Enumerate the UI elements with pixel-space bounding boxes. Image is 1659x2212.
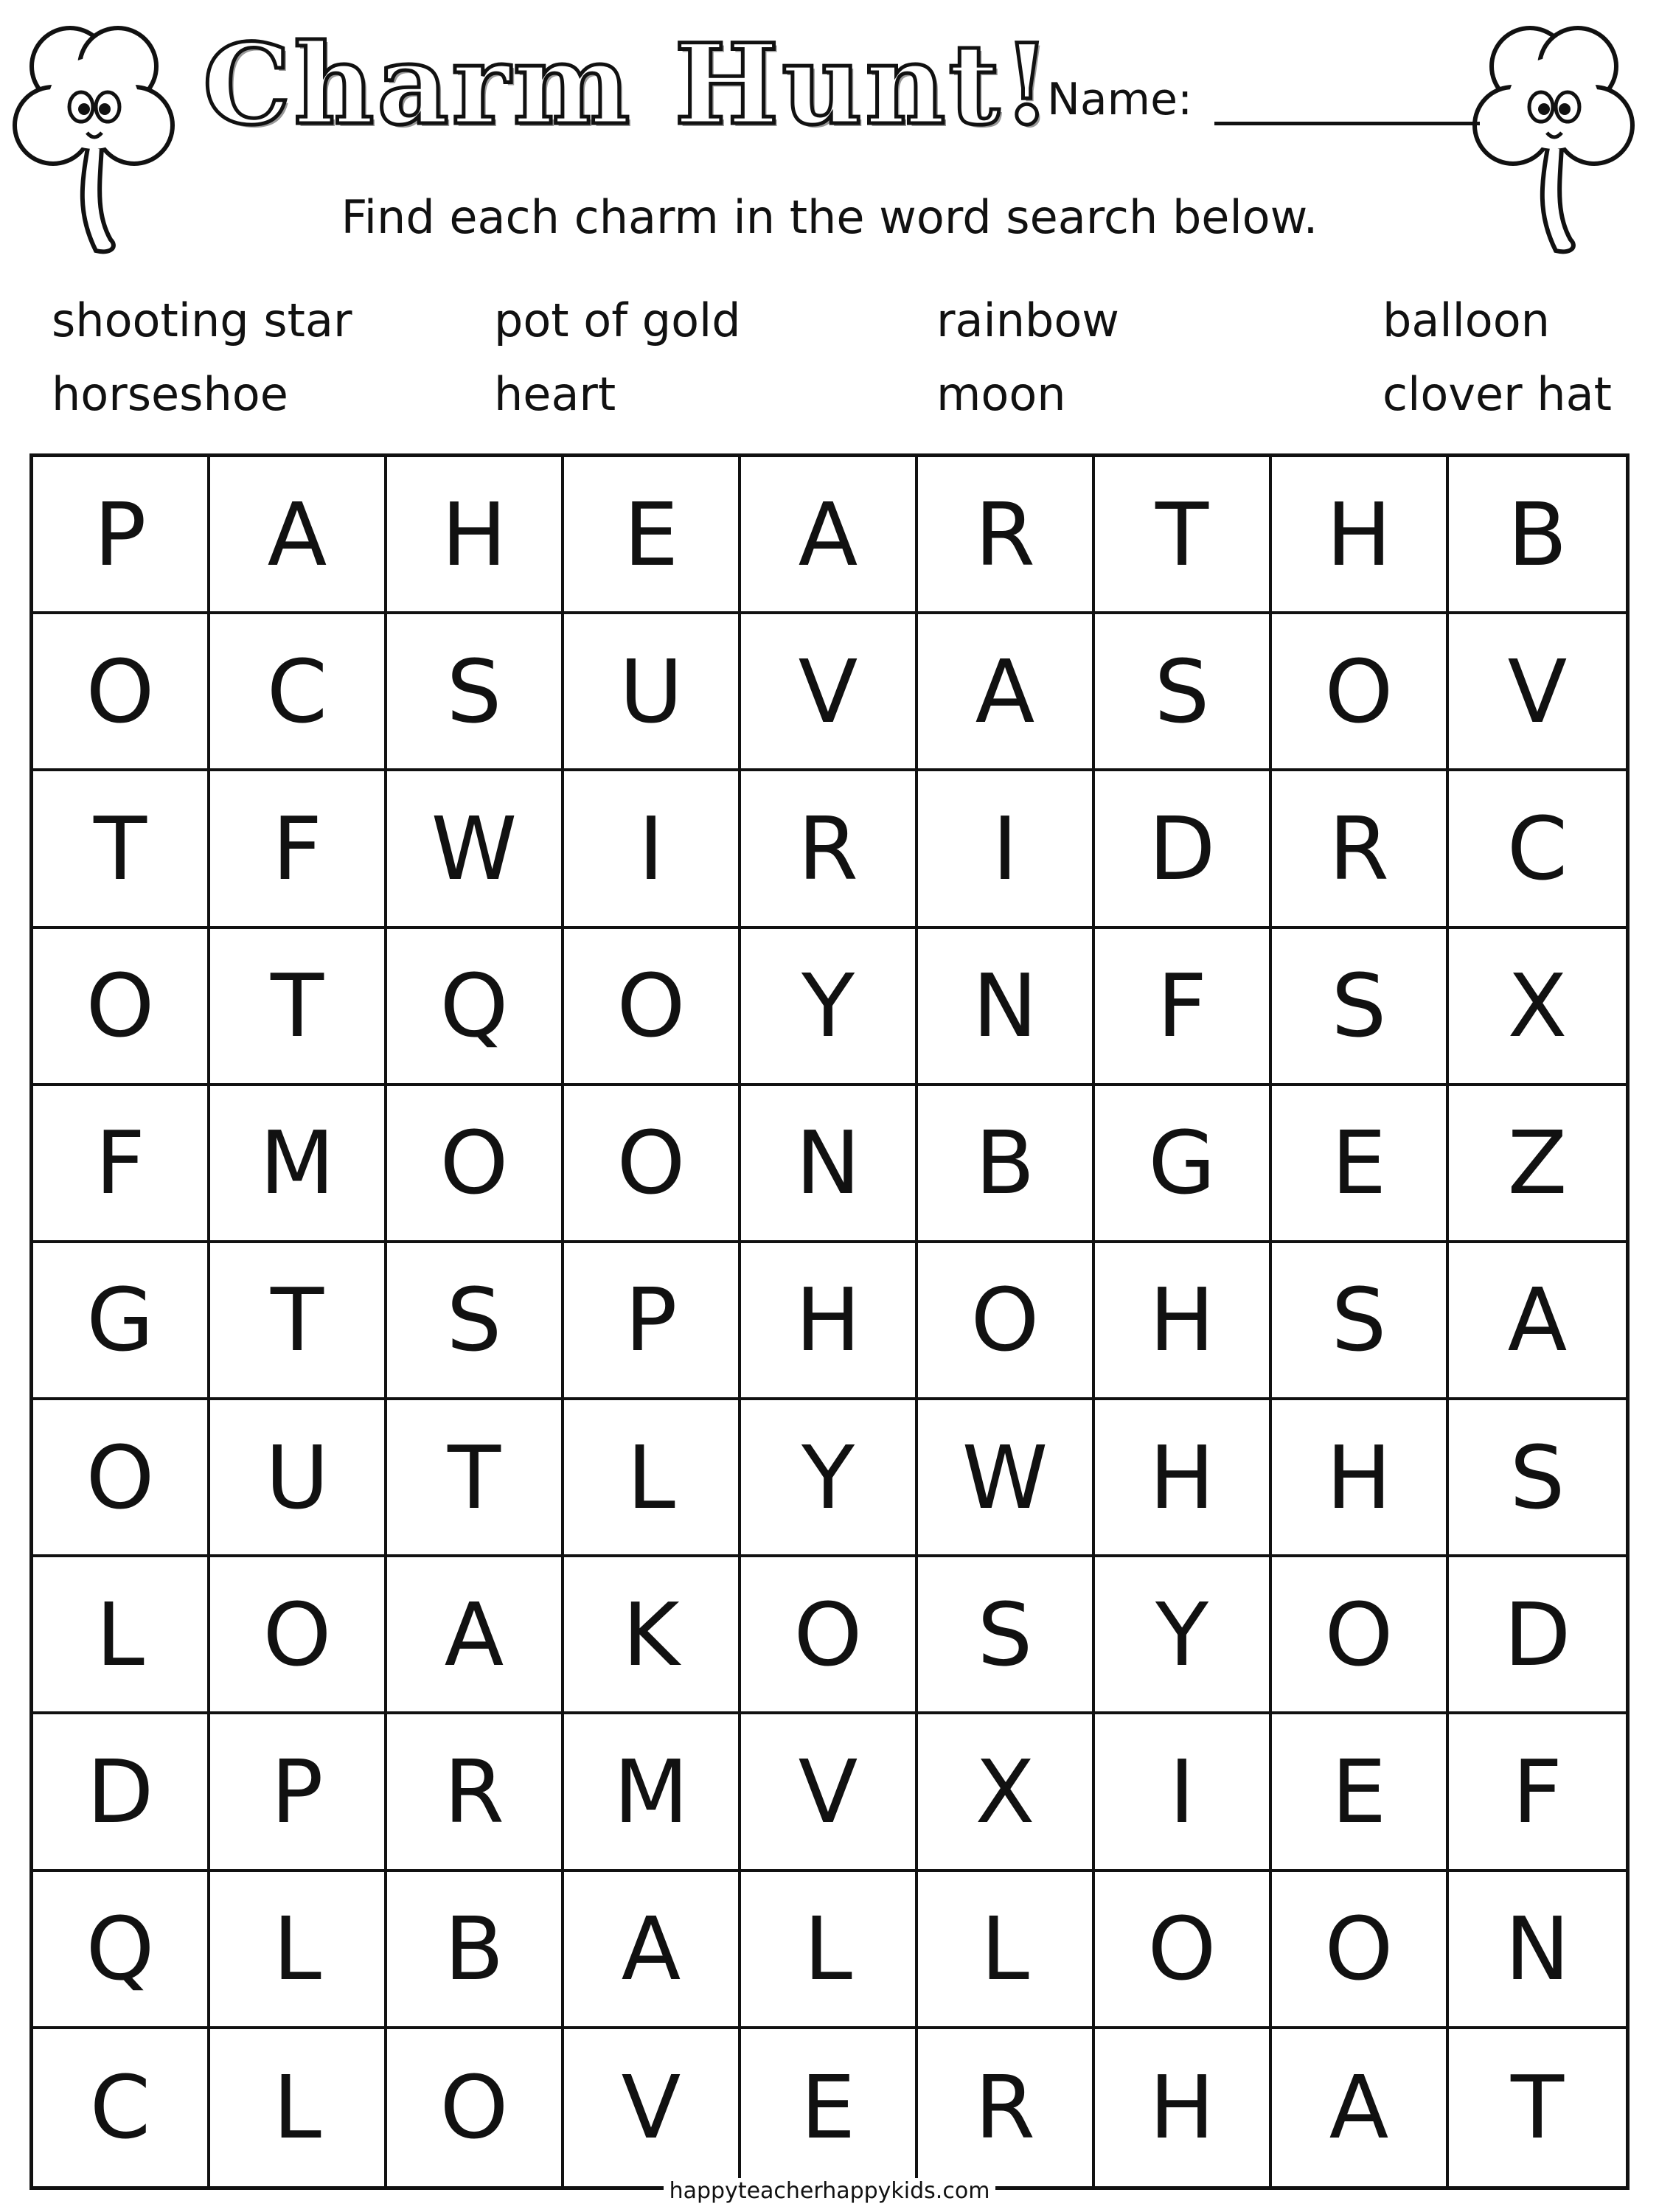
grid-cell[interactable]: M	[210, 1086, 387, 1243]
grid-cell[interactable]: O	[741, 1557, 918, 1714]
grid-cell[interactable]: O	[387, 1086, 564, 1243]
word-list-item: balloon	[1382, 293, 1550, 347]
grid-cell[interactable]: I	[918, 771, 1095, 928]
grid-cell[interactable]: V	[1449, 614, 1626, 771]
word-list-item: rainbow	[936, 293, 1119, 347]
grid-cell[interactable]: L	[210, 2029, 387, 2186]
grid-cell[interactable]: I	[1095, 1714, 1272, 1871]
grid-cell[interactable]: R	[741, 771, 918, 928]
grid-cell[interactable]: T	[387, 1400, 564, 1557]
grid-cell[interactable]: O	[564, 929, 741, 1086]
grid-cell[interactable]: O	[210, 1557, 387, 1714]
grid-cell[interactable]: T	[1510, 2056, 1565, 2159]
grid-cell[interactable]: L	[210, 1872, 387, 2029]
grid-cell[interactable]: Y	[741, 929, 918, 1086]
name-blank-line[interactable]	[1214, 77, 1480, 125]
grid-cell[interactable]: L	[564, 1400, 741, 1557]
grid-cell[interactable]: V	[741, 1714, 918, 1871]
grid-cell[interactable]: B	[1449, 457, 1626, 614]
grid-cell[interactable]: F	[1095, 929, 1272, 1086]
grid-cell[interactable]: H	[741, 1243, 918, 1400]
grid-cell[interactable]: P	[210, 1714, 387, 1871]
grid-cell[interactable]: O	[33, 614, 210, 771]
grid-cell[interactable]: U	[210, 1400, 387, 1557]
footer-credit	[0, 2177, 1659, 2206]
grid-cell[interactable]: T	[210, 1243, 387, 1400]
grid-cell[interactable]: A	[1449, 1243, 1626, 1400]
grid-cell[interactable]: C	[33, 2029, 210, 2186]
grid-cell[interactable]: U	[564, 614, 741, 771]
grid-cell[interactable]: Y	[741, 1400, 918, 1557]
grid-cell[interactable]: O	[1095, 1872, 1272, 2029]
grid-cell[interactable]: F	[1449, 1714, 1626, 1871]
grid-cell[interactable]: S	[1449, 1400, 1626, 1557]
grid-cell[interactable]: G	[1095, 1086, 1272, 1243]
grid-cell[interactable]: D	[1449, 1557, 1626, 1714]
grid-cell[interactable]: R	[918, 2029, 1095, 2186]
grid-cell[interactable]: S	[918, 1557, 1095, 1714]
grid-cell[interactable]: A	[1272, 2029, 1449, 2186]
grid-cell[interactable]: P	[564, 1243, 741, 1400]
grid-cell[interactable]: G	[33, 1243, 210, 1400]
grid-cell[interactable]: H	[387, 457, 564, 614]
grid-cell[interactable]: B	[918, 1086, 1095, 1243]
word-list-item: moon	[936, 367, 1066, 421]
grid-cell[interactable]: X	[918, 1714, 1095, 1871]
grid-cell[interactable]: V	[741, 614, 918, 771]
grid-cell[interactable]: O	[918, 1243, 1095, 1400]
grid-cell[interactable]: H	[1095, 2029, 1272, 2186]
grid-cell[interactable]: E	[1272, 1714, 1449, 1871]
grid-cell[interactable]: A	[387, 1557, 564, 1714]
grid-cell[interactable]: T	[33, 771, 210, 928]
grid-cell[interactable]: H	[1272, 1400, 1449, 1557]
grid-cell[interactable]: N	[1449, 1872, 1626, 2029]
grid-cell[interactable]: D	[33, 1714, 210, 1871]
grid-cell[interactable]: L	[33, 1557, 210, 1714]
grid-cell[interactable]: E	[564, 457, 741, 614]
grid-cell[interactable]: Q	[33, 1872, 210, 2029]
grid-cell[interactable]: O	[564, 1086, 741, 1243]
grid-cell[interactable]: F	[210, 771, 387, 928]
name-field[interactable]	[1047, 74, 1480, 125]
grid-cell[interactable]: H	[1095, 1243, 1272, 1400]
grid-cell[interactable]: T	[210, 929, 387, 1086]
grid-cell[interactable]: D	[1095, 771, 1272, 928]
grid-cell[interactable]: N	[918, 929, 1095, 1086]
grid-cell[interactable]: H	[1272, 457, 1449, 614]
grid-cell[interactable]: E	[1272, 1086, 1449, 1243]
grid-cell[interactable]: S	[1272, 929, 1449, 1086]
grid-cell[interactable]: R	[918, 457, 1095, 614]
grid-cell[interactable]: A	[918, 614, 1095, 771]
grid-cell[interactable]: O	[1272, 1872, 1449, 2029]
grid-cell[interactable]: Z	[1449, 1086, 1626, 1243]
word-list-item: shooting star	[52, 293, 352, 347]
grid-cell[interactable]: R	[387, 1714, 564, 1871]
grid-cell[interactable]: K	[564, 1557, 741, 1714]
word-list	[52, 284, 1637, 439]
grid-cell[interactable]: S	[387, 614, 564, 771]
grid-cell[interactable]: V	[564, 2029, 741, 2186]
word-list-item: pot of gold	[494, 293, 741, 347]
grid-cell[interactable]: N	[741, 1086, 918, 1243]
grid-cell[interactable]: F	[33, 1086, 210, 1243]
word-list-item: heart	[494, 367, 616, 421]
grid-cell[interactable]: I	[564, 771, 741, 928]
grid-cell[interactable]: L	[741, 1872, 918, 2029]
grid-cell[interactable]: O	[1272, 614, 1449, 771]
grid-cell[interactable]: O	[33, 929, 210, 1086]
grid-cell[interactable]: S	[1095, 614, 1272, 771]
word-list-item: horseshoe	[52, 367, 288, 421]
grid-cell[interactable]: O	[1272, 1557, 1449, 1714]
page-title: Charm Hunt!	[203, 20, 1054, 150]
grid-cell[interactable]: O	[33, 1400, 210, 1557]
word-list-item: clover hat	[1382, 367, 1612, 421]
grid-cell[interactable]: T	[1095, 457, 1272, 614]
grid-cell[interactable]: A	[741, 457, 918, 614]
word-search-grid	[29, 453, 1630, 2190]
grid-cell[interactable]: C	[1449, 771, 1626, 928]
grid-cell[interactable]: A	[564, 1872, 741, 2029]
grid-cell[interactable]: P	[33, 457, 210, 614]
grid-cell[interactable]: B	[387, 1872, 564, 2029]
grid-cell[interactable]: S	[387, 1243, 564, 1400]
grid-cell[interactable]: A	[210, 457, 387, 614]
grid-cell[interactable]: O	[387, 2029, 564, 2186]
name-label: Name:	[1047, 74, 1193, 125]
footer-url: happyteacherhappykids.com	[664, 2178, 996, 2204]
instructions: Find each charm in the word search below.	[341, 190, 1318, 244]
grid-cell[interactable]: Q	[387, 929, 564, 1086]
grid-cell[interactable]: Y	[1095, 1557, 1272, 1714]
grid-cell[interactable]: L	[918, 1872, 1095, 2029]
grid-cell[interactable]: M	[564, 1714, 741, 1871]
grid-cell[interactable]: C	[210, 614, 387, 771]
grid-cell[interactable]: W	[387, 771, 564, 928]
grid-cell[interactable]: S	[1272, 1243, 1449, 1400]
grid-cell[interactable]: E	[741, 2029, 918, 2186]
grid-cell[interactable]: X	[1449, 929, 1626, 1086]
grid-cell[interactable]: R	[1272, 771, 1449, 928]
grid-cell[interactable]: H	[1095, 1400, 1272, 1557]
grid-cell[interactable]: W	[918, 1400, 1095, 1557]
